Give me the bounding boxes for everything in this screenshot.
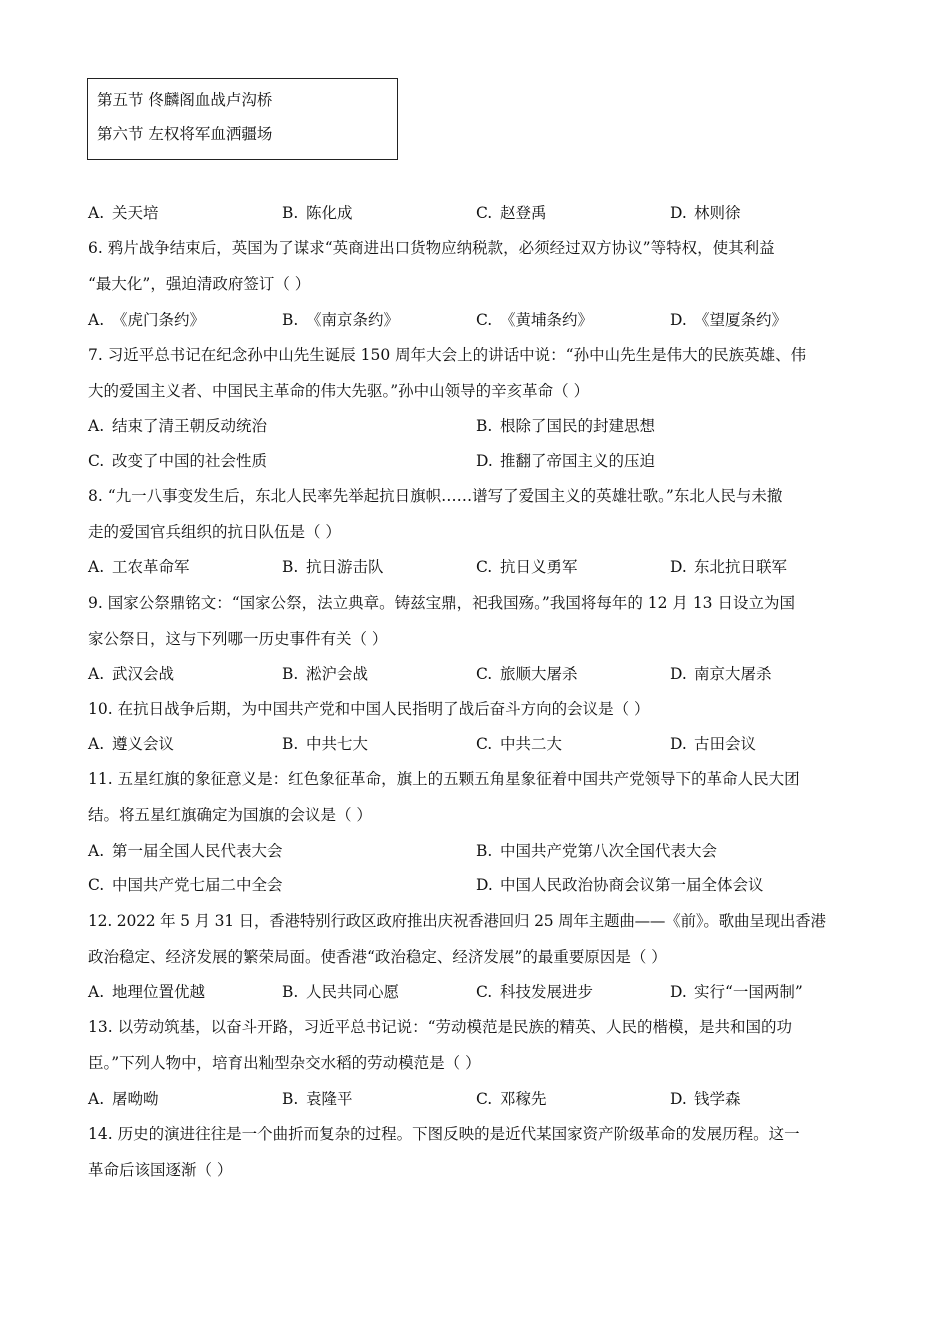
q9-option-b: B. 淞沪会战: [282, 665, 369, 683]
q6-stem-line-1: 6. 鸦片战争结束后，英国为了谋求“英商进出口货物应纳税款，必须经过双方协议”等特权，使其利益: [88, 239, 775, 257]
box-line-1: 第五节 佟麟阁血战卢沟桥: [97, 91, 273, 109]
q13-stem-line-1: 13. 以劳动筑基，以奋斗开路，习近平总书记说：“劳动模范是民族的精英、人民的楷模，是共和国的功: [88, 1018, 793, 1036]
q5-option-a: A. 关天培: [88, 204, 159, 222]
q8-stem-line-2: 走的爱国官兵组织的抗日队伍是（ ）: [88, 523, 341, 541]
q10-option-c: C. 中共二大: [476, 735, 563, 753]
q7-option-c: C. 改变了中国的社会性质: [88, 452, 268, 470]
q14-stem-line-2: 革命后该国逐渐（ ）: [88, 1161, 233, 1179]
q7-option-a: A. 结束了清王朝反动统治: [88, 417, 268, 435]
q7-option-d: D. 推翻了帝国主义的压迫: [476, 452, 656, 470]
q6-stem-line-2: “最大化”，强迫清政府签订（ ）: [88, 275, 311, 293]
q9-stem-line-1: 9. 国家公祭鼎铭文：“国家公祭，法立典章。铸兹宝鼎，祀我国殇。”我国将每年的 12 月 13 日设立为国: [88, 594, 795, 612]
q11-option-c: C. 中国共产党七届二中全会: [88, 876, 283, 894]
q6-option-b: B. 《南京条约》: [282, 311, 400, 329]
q12-stem-line-1: 12. 2022 年 5 月 31 日，香港特别行政区政府推出庆祝香港回归 25 周年主题曲——《前》。歌曲呈现出香港: [88, 912, 826, 930]
q9-option-d: D. 南京大屠杀: [670, 665, 772, 683]
q8-option-d: D. 东北抗日联军: [670, 558, 788, 576]
q10-option-b: B. 中共七大: [282, 735, 369, 753]
q5-option-d: D. 林则徐: [670, 204, 741, 222]
q8-option-c: C. 抗日义勇军: [476, 558, 578, 576]
q10-option-d: D. 古田会议: [670, 735, 757, 753]
q13-option-d: D. 钱学森: [670, 1090, 741, 1108]
q13-stem-line-2: 臣。”下列人物中，培育出籼型杂交水稻的劳动模范是（ ）: [88, 1054, 481, 1072]
q10-stem-line-1: 10. 在抗日战争后期，为中国共产党和中国人民指明了战后奋斗方向的会议是（ ）: [88, 700, 650, 718]
box-line-2: 第六节 左权将军血洒疆场: [97, 125, 273, 143]
q5-option-c: C. 赵登禹: [476, 204, 547, 222]
q13-option-b: B. 袁隆平: [282, 1090, 353, 1108]
q12-stem-line-2: 政治稳定、经济发展的繁荣局面。使香港“政治稳定、经济发展”的最重要原因是（ ）: [88, 948, 667, 966]
q8-option-a: A. 工农革命军: [88, 558, 190, 576]
q5-option-b: B. 陈化成: [282, 204, 353, 222]
q6-option-c: C. 《黄埔条约》: [476, 311, 594, 329]
q12-option-a: A. 地理位置优越: [88, 983, 206, 1001]
q11-stem-line-2: 结。将五星红旗确定为国旗的会议是（ ）: [88, 806, 372, 824]
q11-stem-line-1: 11. 五星红旗的象征意义是：红色象征革命，旗上的五颗五角星象征着中国共产党领导下的革命人民大团: [88, 770, 800, 788]
q6-option-a: A. 《虎门条约》: [88, 311, 206, 329]
q7-option-b: B. 根除了国民的封建思想: [476, 417, 656, 435]
q11-option-d: D. 中国人民政治协商会议第一届全体会议: [476, 876, 764, 894]
q6-option-d: D. 《望厦条约》: [670, 311, 788, 329]
content-box: [87, 78, 398, 160]
q11-option-b: B. 中国共产党第八次全国代表大会: [476, 842, 718, 860]
q13-option-c: C. 邓稼先: [476, 1090, 547, 1108]
q9-option-c: C. 旅顺大屠杀: [476, 665, 578, 683]
q12-option-c: C. 科技发展进步: [476, 983, 594, 1001]
q12-option-d: D. 实行“一国两制”: [670, 983, 803, 1001]
q8-stem-line-1: 8. “九一八事变发生后，东北人民率先举起抗日旗帜……谱写了爱国主义的英雄壮歌。”东北人民与未撤: [88, 487, 783, 505]
q7-stem-line-1: 7. 习近平总书记在纪念孙中山先生诞辰 150 周年大会上的讲话中说：“孙中山先生是伟大的民族英雄、伟: [88, 346, 807, 364]
q10-option-a: A. 遵义会议: [88, 735, 175, 753]
q12-option-b: B. 人民共同心愿: [282, 983, 400, 1001]
q13-option-a: A. 屠呦呦: [88, 1090, 159, 1108]
q9-stem-line-2: 家公祭日，这与下列哪一历史事件有关（ ）: [88, 630, 388, 648]
q7-stem-line-2: 大的爱国主义者、中国民主革命的伟大先驱。”孙中山领导的辛亥革命（ ）: [88, 382, 590, 400]
q14-stem-line-1: 14. 历史的演进往往是一个曲折而复杂的过程。下图反映的是近代某国家资产阶级革命的发展历程。这一: [88, 1125, 800, 1143]
q9-option-a: A. 武汉会战: [88, 665, 175, 683]
q8-option-b: B. 抗日游击队: [282, 558, 384, 576]
q11-option-a: A. 第一届全国人民代表大会: [88, 842, 283, 860]
